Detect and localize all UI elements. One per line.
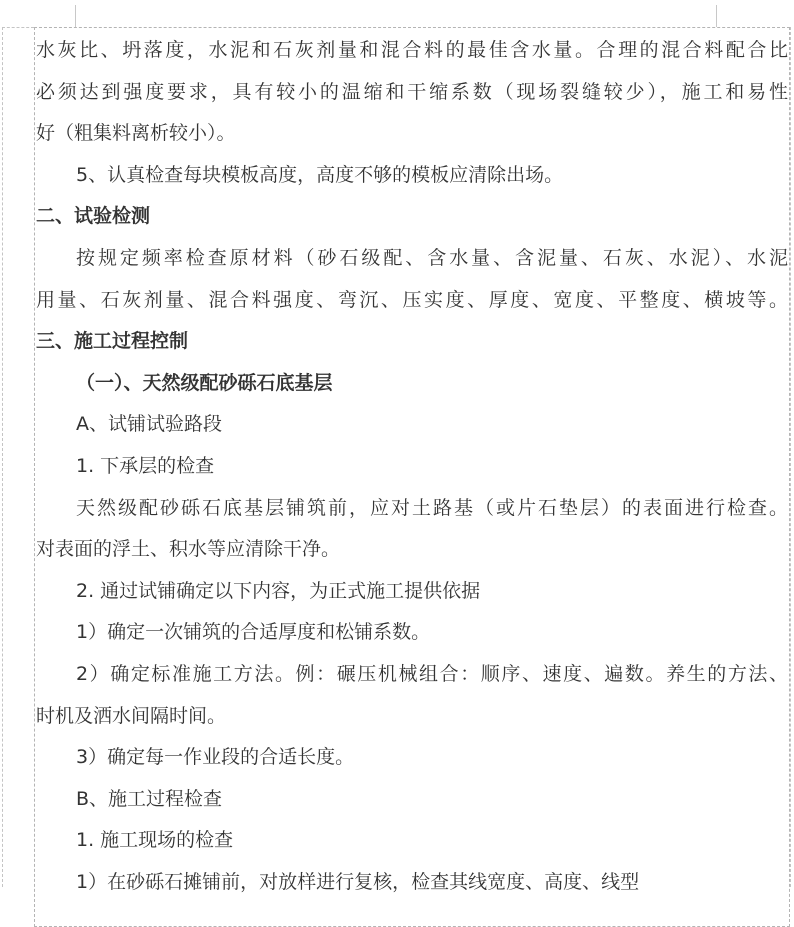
paragraph-line: 对表面的浮土、积水等应清除干净。 <box>36 538 341 561</box>
paragraph-line: 2. 通过试铺确定以下内容，为正式施工提供依据 <box>76 579 481 602</box>
paragraph-line: 必须达到强度要求，具有较小的温缩和干缩系数（现场裂缝较少），施工和易性 <box>36 80 788 103</box>
section-heading: 三、施工过程控制 <box>36 330 189 353</box>
paragraph-line: 2）确定标准施工方法。例：碾压机械组合：顺序、速度、遍数。养生的方法、 <box>76 662 788 685</box>
paragraph-line: 天然级配砂砾石底基层铺筑前，应对土路基（或片石垫层）的表面进行检查。 <box>76 496 788 519</box>
section-heading: 二、试验检测 <box>36 205 151 228</box>
crop-mark-top-left <box>75 5 76 27</box>
paragraph-line: 水灰比、坍落度，水泥和石灰剂量和混合料的最佳含水量。合理的混合料配合比 <box>36 39 788 61</box>
crop-mark-top-right <box>716 5 717 27</box>
paragraph-line: 5、认真检查每块模板高度，高度不够的模板应清除出场。 <box>76 163 564 186</box>
paragraph-line: B、施工过程检查 <box>76 787 223 810</box>
document-body <box>36 30 788 903</box>
paragraph-line: 用量、石灰剂量、混合料强度、弯沉、压实度、厚度、宽度、平整度、横坡等。 <box>36 288 788 311</box>
paragraph-line: 3）确定每一作业段的合适长度。 <box>76 746 355 769</box>
paragraph-line: 按规定频率检查原材料（砂石级配、含水量、含泥量、石灰、水泥）、水泥 <box>76 246 788 269</box>
paragraph-line: 1）确定一次铺筑的合适厚度和松铺系数。 <box>76 621 431 644</box>
paragraph-line: 1. 下承层的检查 <box>76 454 215 477</box>
page-boundary-left <box>2 27 3 887</box>
paragraph-line: 时机及洒水间隔时间。 <box>36 704 227 727</box>
paragraph-line: 1）在砂砾石摊铺前，对放样进行复核，检查其线宽度、高度、线型 <box>76 870 640 893</box>
page-boundary-top <box>2 27 34 28</box>
paragraph-line: 1. 施工现场的检查 <box>76 829 234 852</box>
subsection-heading: （一）、天然级配砂砾石底基层 <box>76 371 333 394</box>
paragraph-line: A、试铺试验路段 <box>76 413 222 436</box>
page-boundary-right <box>790 27 791 887</box>
paragraph-line: 好（粗集料离析较小）。 <box>36 122 236 145</box>
